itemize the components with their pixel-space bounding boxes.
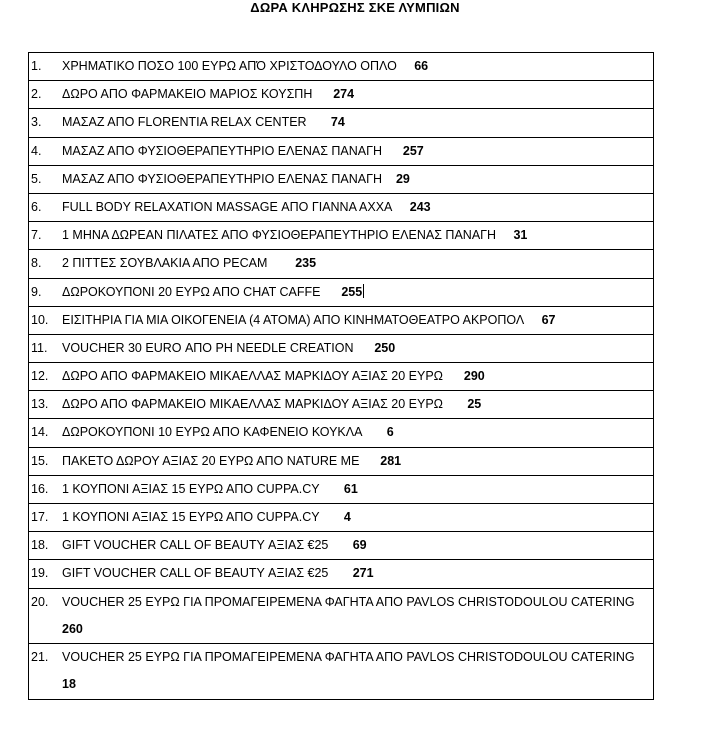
prize-text: ΔΩΡΟ ΑΠΟ ΦΑΡΜΑΚΕΙΟ ΜΙΚΑΕΛΛΑΣ ΜΑΡΚΙΔΟΥ ΑΞΙΑΣ 20 ΕΥΡΩ — [62, 397, 444, 412]
prize-text: VOUCHER 25 ΕΥΡΩ ΓΙΑ ΠΡΟΜΑΓΕΙΡΕΜΕΝΑ ΦΑΓΗΤΑ ΑΠΟ PAVLOS CHRISTODOULOU CATERING — [62, 594, 635, 609]
ticket-number: 255 — [341, 284, 363, 299]
prize-number: 10. — [31, 312, 49, 327]
text-cursor — [363, 284, 364, 298]
prize-row — [29, 391, 654, 419]
prize-text: VOUCHER 25 ΕΥΡΩ ΓΙΑ ΠΡΟΜΑΓΕΙΡΕΜΕΝΑ ΦΑΓΗΤΑ ΑΠΟ PAVLOS CHRISTODOULOU CATERING — [62, 650, 635, 665]
ticket-number: 74 — [330, 115, 345, 130]
prize-number: 11. — [31, 340, 48, 355]
document-title: ΔΩΡΑ ΚΛΗΡΩΣΗΣ ΣΚΕ ΛΥΜΠΙΩΝ — [250, 0, 460, 15]
prize-text: VOUCHER 30 EURO ΑΠΟ PH NEEDLE CREATION — [62, 340, 354, 355]
ticket-number: 69 — [352, 538, 367, 553]
prize-row — [29, 193, 654, 221]
prize-text: 1 ΚΟΥΠΟΝΙ ΑΞΙΑΣ 15 ΕΥΡΩ ΑΠΟ CUPPA.CY — [62, 481, 320, 496]
prize-cell[interactable] — [29, 644, 654, 700]
prize-cell[interactable] — [29, 588, 654, 644]
ticket-number: 6 — [386, 425, 394, 440]
prize-text: ΧΡΗΜΑΤΙΚΟ ΠΟΣΟ 100 ΕΥΡΩ ΑΠΌ ΧΡΙΣΤΟΔΟΥΛΟ ΟΠΛΟ — [62, 59, 397, 73]
prize-number: 14. — [31, 425, 49, 440]
prize-text: ΕΙΣΙΤΗΡΙΑ ΓΙΑ ΜΙΑ ΟΙΚΟΓΕΝΕΙΑ (4 ΑΤΟΜΑ) ΑΠΟ ΚΙΝΗΜΑΤΟΘΕΑΤΡΟ ΑΚΡΟΠΟΛ — [62, 312, 525, 327]
prize-text: GIFT VOUCHER CALL OF BEAUTY ΑΞΙΑΣ €25 — [62, 566, 329, 581]
prize-number: 3. — [31, 115, 42, 130]
prize-number: 20. — [31, 594, 49, 609]
prize-number: 21. — [31, 650, 49, 665]
ticket-number: 61 — [343, 481, 358, 496]
prize-row — [29, 419, 654, 447]
prize-number: 9. — [31, 284, 42, 299]
prize-text: 1 ΜΗΝΑ ΔΩΡΕΑΝ ΠΙΛΑΤΕΣ ΑΠΟ ΦΥΣΙΟΘΕΡΑΠΕΥΤΗΡΙΟ ΕΛΕΝΑΣ ΠΑΝΑΓΗ — [62, 228, 497, 243]
prize-text: 2 ΠΙΤΤΕΣ ΣΟΥΒΛΑΚΙΑ ΑΠΟ PECAM — [62, 256, 268, 271]
ticket-number: 243 — [409, 199, 431, 214]
prize-number: 1. — [31, 59, 42, 73]
prize-text: ΔΩΡΟΚΟΥΠΟΝΙ 20 ΕΥΡΩ ΑΠΟ CHAT CAFFE — [62, 284, 321, 299]
prize-number: 2. — [31, 87, 42, 102]
prize-number: 15. — [31, 453, 49, 468]
ticket-number: 281 — [380, 453, 402, 468]
prize-text: ΔΩΡΟΚΟΥΠΟΝΙ 10 ΕΥΡΩ ΑΠΟ ΚΑΦΕΝΕΙΟ ΚΟΥΚΛΑ — [62, 425, 363, 440]
prize-cell[interactable] — [29, 306, 654, 334]
prize-text: GIFT VOUCHER CALL OF BEAUTY ΑΞΙΑΣ €25 — [62, 538, 329, 553]
prize-text: FULL BODY RELAXATION MASSAGE ΑΠΟ ΓΙΑΝΝΑ ΑΧΧΑ — [62, 199, 393, 214]
prize-row — [29, 334, 654, 362]
prize-text: ΔΩΡΟ ΑΠΟ ΦΑΡΜΑΚΕΙΟ ΜΑΡΙΟΣ ΚΟΥΣΠΗ — [62, 87, 313, 102]
prize-row — [29, 137, 654, 165]
prize-text: ΜΑΣΑΖ ΑΠΟ ΦΥΣΙΟΘΕΡΑΠΕΥΤΗΡΙΟ ΕΛΕΝΑΣ ΠΑΝΑΓΗ — [62, 171, 383, 186]
ticket-number: 235 — [295, 256, 317, 271]
ticket-number: 18 — [62, 677, 76, 692]
prize-cell[interactable] — [29, 278, 654, 306]
prize-row — [29, 222, 654, 250]
prize-row — [29, 560, 654, 588]
prize-text: ΔΩΡΟ ΑΠΟ ΦΑΡΜΑΚΕΙΟ ΜΙΚΑΕΛΛΑΣ ΜΑΡΚΙΔΟΥ ΑΞΙΑΣ 20 ΕΥΡΩ — [62, 369, 444, 384]
prize-row — [29, 278, 654, 306]
prize-cell[interactable] — [29, 532, 654, 560]
prize-number: 13. — [31, 397, 49, 412]
prize-row — [29, 81, 654, 109]
prize-text: ΜΑΣΑΖ ΑΠΟ FLORENTIA RELAX CENTER — [62, 115, 307, 130]
prize-row — [29, 250, 654, 278]
prize-cell[interactable] — [29, 391, 654, 419]
prize-cell[interactable] — [29, 81, 654, 109]
ticket-number: 290 — [463, 369, 485, 384]
prize-row — [29, 588, 654, 644]
prize-text: 1 ΚΟΥΠΟΝΙ ΑΞΙΑΣ 15 ΕΥΡΩ ΑΠΟ CUPPA.CY — [62, 510, 320, 524]
prize-number: 16. — [31, 481, 49, 496]
ticket-number: 257 — [402, 143, 424, 158]
prize-cell[interactable] — [29, 222, 654, 250]
prize-number: 8. — [31, 256, 42, 271]
prize-number: 6. — [31, 199, 42, 214]
prize-row — [29, 475, 654, 503]
ticket-number: 66 — [414, 59, 429, 73]
prize-cell[interactable] — [29, 363, 654, 391]
prize-row — [29, 504, 654, 532]
ticket-number: 250 — [374, 340, 396, 355]
prize-row — [29, 644, 654, 700]
prize-cell[interactable] — [29, 165, 654, 193]
prize-number: 5. — [31, 171, 42, 186]
ticket-number: 274 — [333, 87, 355, 102]
prize-row — [29, 165, 654, 193]
prize-row — [29, 109, 654, 137]
prize-number: 7. — [31, 228, 42, 243]
prize-cell[interactable] — [29, 137, 654, 165]
prize-cell[interactable] — [29, 475, 654, 503]
prize-cell[interactable] — [29, 193, 654, 221]
prize-cell[interactable] — [29, 504, 654, 532]
prize-row — [29, 532, 654, 560]
prize-cell[interactable] — [29, 109, 654, 137]
ticket-number: 271 — [352, 566, 374, 581]
ticket-number: 260 — [62, 621, 83, 636]
prize-text: ΜΑΣΑΖ ΑΠΟ ΦΥΣΙΟΘΕΡΑΠΕΥΤΗΡΙΟ ΕΛΕΝΑΣ ΠΑΝΑΓΗ — [62, 143, 383, 158]
ticket-number: 29 — [395, 171, 410, 186]
prize-cell[interactable] — [29, 250, 654, 278]
prize-row — [29, 53, 654, 81]
prize-cell[interactable] — [29, 419, 654, 447]
prize-number: 12. — [31, 369, 49, 384]
prize-number: 19. — [31, 566, 49, 581]
prize-text: ΠΑΚΕΤΟ ΔΩΡΟΥ ΑΞΙΑΣ 20 ΕΥΡΩ ΑΠΟ NATURE ME — [62, 453, 360, 468]
prize-row — [29, 447, 654, 475]
prize-row — [29, 306, 654, 334]
ticket-number: 4 — [343, 510, 351, 524]
prize-row — [29, 363, 654, 391]
prize-number: 17. — [31, 510, 49, 524]
prize-cell[interactable] — [29, 447, 654, 475]
prize-cell[interactable] — [29, 560, 654, 588]
prize-list-table — [28, 52, 654, 700]
ticket-number: 67 — [541, 312, 556, 327]
prize-number: 18. — [31, 538, 49, 553]
prize-number: 4. — [31, 143, 42, 158]
ticket-number: 25 — [467, 397, 482, 412]
ticket-number: 31 — [513, 228, 528, 243]
prize-cell[interactable] — [29, 334, 654, 362]
prize-cell[interactable] — [29, 53, 654, 81]
